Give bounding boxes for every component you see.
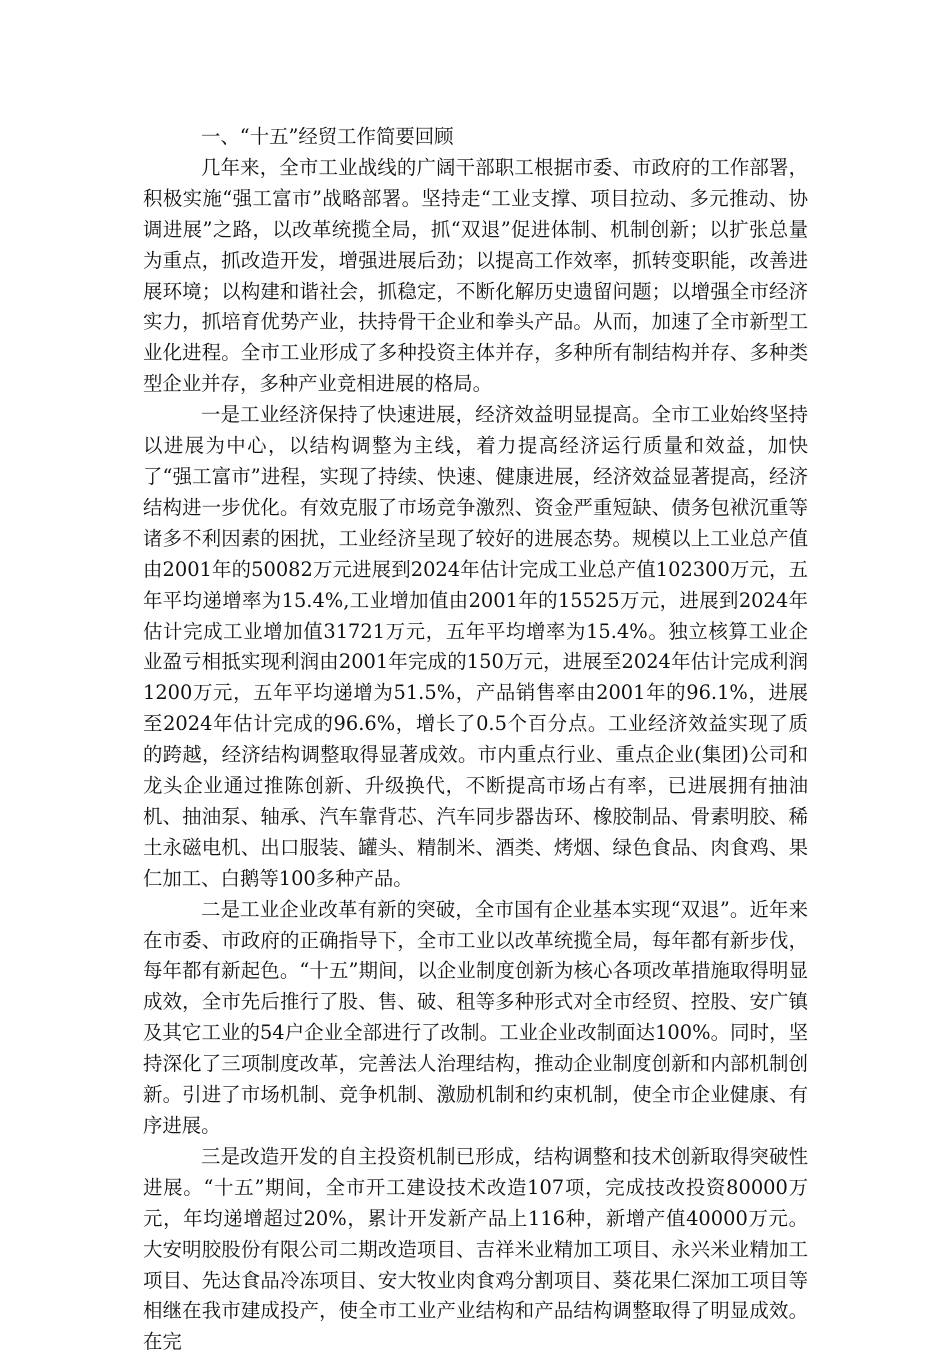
paragraph-industrial-economy: 一是工业经济保持了快速进展，经济效益明显提高。全市工业始终坚持以进展为中心，以结构调整为主线，着力提高经济运行质量和效益，加快了“强工富市”进程，实现了持续、快速、健康进展，经济效益显著提高，经济结构进一步优化。有效克服了市场竞争激烈、资金严重短缺、债务包袱沉重等诸多不利因素的困扰，工业经济呈现了较好的进展态势。规模以上工业总产值由2001年的50082万元进展到2024年估计完成工业总产值102300万元，五年平均递增率为15.4%,工业增加值由2001年的15525万元，进展到2024年估计完成工业增加值31721万元，五年平均增率为15.4%。独立核算工业企业盈亏相抵实现利润由2001年完成的150万元，进展至2024年估计完成利润1200万元，五年平均递增为51.5%，产品销售率由2001年的96.1%，进展至2024年估计完成的96.6%，增长了0.5个百分点。工业经济效益实现了质的跨越，经济结构调整取得显著成效。市内重点行业、重点企业(集团)公司和龙头企业通过推陈创新、升级换代，不断提高市场占有率，已进展拥有抽油机、抽油泵、轴承、汽车靠背芯、汽车同步器齿环、橡胶制品、骨素明胶、稀土永磁电机、出口服装、罐头、精制米、酒类、烤烟、绿色食品、肉食鸡、果仁加工、白鹅等100多种产品。: [143, 403, 808, 890]
section-heading: 一、“十五”经贸工作简要回顾: [201, 125, 454, 148]
paragraph-enterprise-reform: 二是工业企业改革有新的突破，全市国有企业基本实现“双退”。近年来在市委、市政府的正确指导下，全市工业以改革统揽全局，每年都有新步伐，每年都有新起色。“十五”期间，以企业制度创新为核心各项改革措施取得明显成效，全市先后推行了股、售、破、租等多种形式对全市经贸、控股、安广镇及其它工业的54户企业全部进行了改制。工业企业改制面达100%。同时，坚持深化了三项制度改革，完善法人治理结构，推动企业制度创新和内部机制创新。引进了市场机制、竞争机制、激励机制和约束机制，使全市企业健康、有序进展。: [143, 897, 808, 1137]
document-body: [143, 122, 808, 1358]
paragraph-investment-development: 三是改造开发的自主投资机制已形成，结构调整和技术创新取得突破性进展。“十五”期间，全市开工建设技术改造107项，完成技改投资80000万元，年均递增超过20%，累计开发新产品上116种，新增产值40000万元。大安明胶股份有限公司二期改造项目、吉祥米业精加工项目、永兴米业精加工项目、先达食品冷冻项目、安大牧业肉食鸡分割项目、葵花果仁深加工项目等相继在我市建成投产，使全市工业产业结构和产品结构调整取得了明显成效。在完: [143, 1144, 808, 1354]
paragraph-overview: 几年来，全市工业战线的广阔干部职工根据市委、市政府的工作部署，积极实施“强工富市”战略部署。坚持走“工业支撑、项目拉动、多元推动、协调进展”之路，以改革统揽全局，抓“双退”促进体制、机制创新；以扩张总量为重点，抓改造开发，增强进展后劲；以提高工作效率，抓转变职能，改善进展环境；以构建和谐社会，抓稳定，不断化解历史遗留问题；以增强全市经济实力，抓培育优势产业，扶持骨干企业和拳头产品。从而，加速了全市新型工业化进程。全市工业形成了多种投资主体并存，多种所有制结构并存、多种类型企业并存，多种产业竞相进展的格局。: [143, 155, 808, 396]
